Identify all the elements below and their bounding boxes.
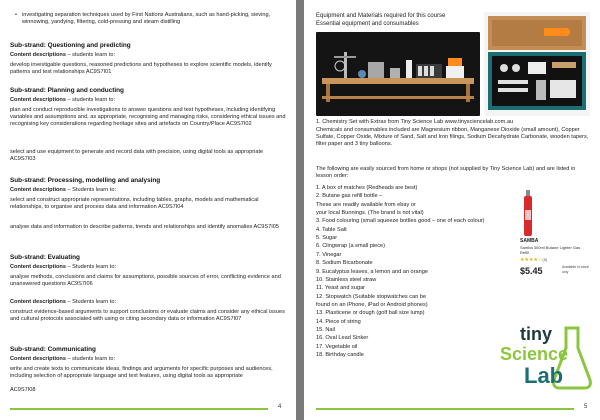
list-item: 18. Birthday candle xyxy=(316,352,364,358)
kit-box-illustration xyxy=(484,12,590,116)
kit-line: 1. Chemistry Set with Extras from Tiny Science Lab www.tinysciencelab.com.au xyxy=(316,119,514,125)
list-item: 10. Stainless steel straw xyxy=(316,276,377,283)
content-descriptions-label: Content descriptions – students learn to: xyxy=(10,356,116,362)
product-availability: Available in-store only xyxy=(562,265,589,274)
list-item: 1. A box of matches (Redheads are best) xyxy=(316,185,418,191)
section-title: Sub-strand: Processing, modelling and analysing xyxy=(10,177,161,184)
section-title: Sub-strand: Evaluating xyxy=(10,254,80,261)
left-page xyxy=(0,0,296,420)
list-item: 2. Butane gas refill bottle – xyxy=(316,193,383,200)
content-descriptions-label: Content descriptions – students learn to: xyxy=(10,52,116,58)
consumables-text: Chemicals and consumables included are Magnesium ribbon, Manganese Dioxide (small amount), Copper Sulfate, Copper Oxide, Mixture of Sand, Salt and Iron filings, Sodium Decahydrate Carbonate, wooden tapers, filter paper and 3 tiny balloons. xyxy=(316,127,589,148)
section-title: Sub-strand: Questioning and predicting xyxy=(10,42,131,49)
paragraph: select and construct appropriate representations, including tables, graphs, models and mathematical relationships, to organise and process data and information AC9S7I04 xyxy=(10,197,259,211)
paragraph: construct evidence-based arguments to support conclusions or evaluate claims and consider any ethical issues and cultural protocols associated with using or citing secondary data or information AC9S7I07 xyxy=(10,309,285,323)
page-number: 4 xyxy=(278,404,282,410)
top-bullet: • investigating separation techniques used by First Nations Australians, such as hand-picking, sieving, winnowing, yandying, filtering, cold-pressing and steam distilling xyxy=(22,12,288,26)
content-descriptions-label: Content descriptions – Students learn to: xyxy=(10,187,117,193)
paragraph: analyse methods, conclusions and claims for assumptions, possible sources of error, conflicting evidence and unanswered questions AC9S7I06 xyxy=(10,274,281,288)
code: AC9S7I08 xyxy=(10,387,36,393)
list-item: 8. Sodium Bicarbonate xyxy=(316,260,373,267)
list-item: 6. Clingwrap (a small piece) xyxy=(316,243,386,250)
list-item: 9. Eucalyptus leaves, a lemon and an orange xyxy=(316,268,428,275)
content-descriptions-label: Content descriptions – Students learn to: xyxy=(10,299,117,305)
paragraph: write and create texts to communicate ideas, findings and arguments for specific purposes and audiences, including selection of appropriate language and text features, using digital tools as appropriate xyxy=(10,366,273,380)
list-item: your local Bunnings. (The brand is not vital) xyxy=(316,210,424,217)
list-item: 5. Sugar xyxy=(316,235,338,242)
tiny-science-lab-logo xyxy=(500,322,596,402)
paragraph: select and use equipment to generate and record data with precision, using digital tools as appropriate AC9S7I03 xyxy=(10,149,264,163)
section-title: Sub-strand: Communicating xyxy=(10,346,96,353)
list-item: 15. Nail xyxy=(316,326,335,333)
logo-science: Science xyxy=(500,344,569,364)
essential-subtitle: Essential equipment and consumables xyxy=(316,21,419,27)
chemistry-set-illustration xyxy=(316,32,480,116)
section-title: Sub-strand: Planning and conducting xyxy=(10,87,124,94)
list-item: 4. Table Salt xyxy=(316,226,347,233)
paragraph: analyse data and information to describe patterns, trends and relationships and identify anomalies AC9S7I05 xyxy=(10,224,279,230)
product-name: Samba 300ml Butane Lighter Gas Refill xyxy=(520,245,581,255)
logo-lab: Lab xyxy=(524,363,564,388)
product-price: $5.45 xyxy=(520,266,543,276)
list-item: 16. Oval Lead Sinker xyxy=(316,335,369,342)
list-item: 3. Food colouring (small squeeze bottles good – one of each colour) xyxy=(316,218,485,225)
right-page xyxy=(304,0,600,420)
butane-can-icon xyxy=(520,190,540,238)
logo-tiny: tiny xyxy=(520,324,553,344)
list-item: 12. Stopwatch (Suitable stopwatches can be xyxy=(316,293,427,300)
list-item: 14. Piece of string xyxy=(316,318,361,325)
product-brand: SAMBA xyxy=(520,238,539,244)
footer-line xyxy=(316,408,574,410)
page-number: 5 xyxy=(584,404,588,410)
rating-count: (5) xyxy=(542,257,548,262)
content-descriptions-label: Content descriptions – students learn to: xyxy=(10,97,116,103)
paragraph: develop investigable questions, reasoned predictions and hypotheses to explore scientific models, identify patterns and test relationships AC9S7I01 xyxy=(10,62,272,76)
list-item: These are readily available from ebay or xyxy=(316,201,416,208)
product-stars xyxy=(520,257,547,263)
star-rating-icon: ★★★★☆ xyxy=(520,257,543,263)
butane-can-image xyxy=(520,190,540,238)
paragraph: plan and conduct reproducible investigations to answer questions and test hypotheses, including identifying variables and assumptions and, as appropriate, recognising and managing risks, considering ethical issues and recognising key considerations regarding heritage sites and artefacts on Country/Place AC9S7I02 xyxy=(10,107,286,128)
equipment-title: Equipment and Materials required for this course xyxy=(316,13,446,19)
intro-text: The following are easily sourced from home or shops (not supplied by Tiny Science Lab) and are listed in lesson order: xyxy=(316,166,576,180)
list-item: 11. Yeast and sugar xyxy=(316,285,366,292)
list-item: found on an iPhone, iPad or Android phones) xyxy=(316,301,428,308)
chemistry-set-photo xyxy=(316,32,480,116)
list-item: 7. Vinegar xyxy=(316,251,342,258)
kit-box-photo xyxy=(484,12,590,116)
list-item: 17. Vegetable oil xyxy=(316,343,358,350)
content-descriptions-label: Content descriptions – Students learn to: xyxy=(10,264,117,270)
footer-line xyxy=(10,408,268,410)
list-item: 13. Plasticene or dough (golf ball size lump) xyxy=(316,310,425,317)
